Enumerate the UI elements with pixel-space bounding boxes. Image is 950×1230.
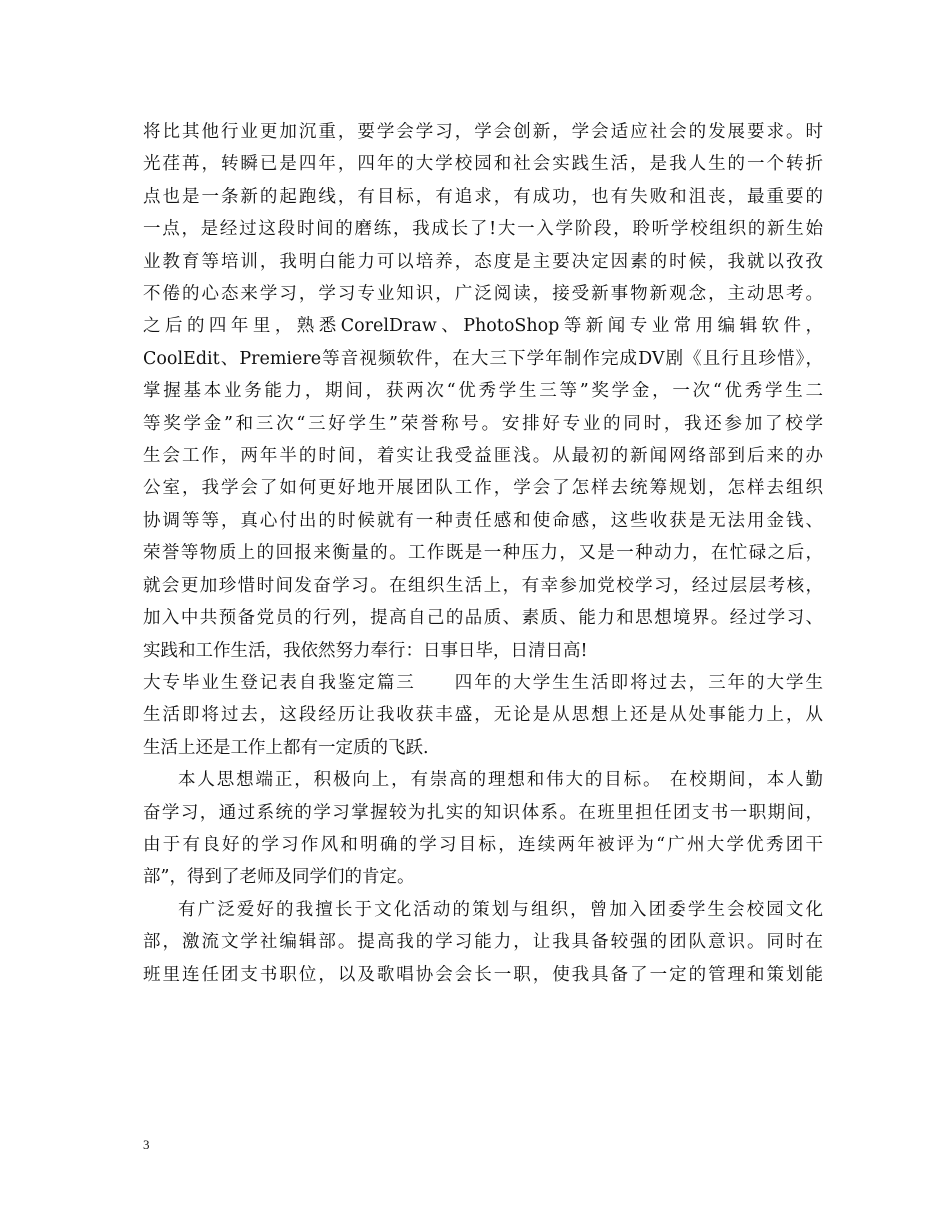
body-text xyxy=(143,116,823,991)
text-line: 部，激流文学社编辑部。提高我的学习能力，让我具备较强的团队意识。同时在 xyxy=(143,932,823,953)
text-line: CoolEdit、Premiere等音视频软件，在大三下学年制作完成DV剧《且行且珍惜》， xyxy=(143,348,823,369)
text-line: 班里连任团支书职位，以及歌唱协会会长一职，使我具备了一定的管理和策划能 xyxy=(143,964,823,985)
text-line: 一点，是经过这段时间的磨练，我成长了!大一入学阶段，聆听学校组织的新生始 xyxy=(143,219,823,240)
text-line: 部”，得到了老师及同学们的肯定。 xyxy=(143,867,415,888)
text-line: 公室，我学会了如何更好地开展团队工作，学会了怎样去统筹规划，怎样去组织 xyxy=(143,478,823,499)
text-line: 本人思想端正，积极向上，有崇高的理想和伟大的目标。 在校期间，本人勤 xyxy=(178,770,823,791)
text-line: 光荏苒，转瞬已是四年，四年的大学校园和社会实践生活，是我人生的一个转折 xyxy=(143,154,823,175)
text-line: 协调等等，真心付出的时候就有一种责任感和使命感，这些收获是无法用金钱、 xyxy=(143,510,823,531)
text-line: 有广泛爱好的我擅长于文化活动的策划与组织，曾加入团委学生会校园文化 xyxy=(178,899,823,920)
text-line: 就会更加珍惜时间发奋学习。在组织生活上，有幸参加党校学习，经过层层考核， xyxy=(143,575,823,596)
text-line: 生会工作，两年半的时间，着实让我受益匪浅。从最初的新闻网络部到后来的办 xyxy=(143,446,823,467)
text-line: 奋学习，通过系统的学习掌握较为扎实的知识体系。在班里担任团支书一职期间， xyxy=(143,802,823,823)
text-line: 业教育等培训，我明白能力可以培养，态度是主要决定因素的时候，我就以孜孜 xyxy=(143,251,823,272)
text-line: 等奖学金”和三次“三好学生”荣誉称号。安排好专业的同时，我还参加了校学 xyxy=(143,413,823,434)
text-line: 荣誉等物质上的回报来衡量的。工作既是一种压力，又是一种动力，在忙碌之后， xyxy=(143,543,823,564)
text-line: 生活上还是工作上都有一定质的飞跃. xyxy=(143,737,429,758)
text-line: 由于有良好的学习作风和明确的学习目标，连续两年被评为“广州大学优秀团干 xyxy=(143,834,823,855)
text-line: 大专毕业生登记表自我鉴定篇三 四年的大学生生活即将过去，三年的大学生 xyxy=(143,672,823,693)
text-line: 之后的四年里，熟悉CorelDraw、PhotoShop等新闻专业常用编辑软件， xyxy=(143,316,823,337)
page-number: 3 xyxy=(143,1137,150,1152)
text-line: 实践和工作生活，我依然努力奉行：日事日毕，日清日高! xyxy=(143,640,588,661)
text-line: 加入中共预备党员的行列，提高自己的品质、素质、能力和思想境界。经过学习、 xyxy=(143,608,823,629)
text-line: 生活即将过去，这段经历让我收获丰盛，无论是从思想上还是从处事能力上，从 xyxy=(143,705,823,726)
text-line: 不倦的心态来学习，学习专业知识，广泛阅读，接受新事物新观念，主动思考。 xyxy=(143,284,823,305)
text-line: 将比其他行业更加沉重，要学会学习，学会创新，学会适应社会的发展要求。时 xyxy=(143,122,823,142)
text-line: 点也是一条新的起跑线，有目标，有追求，有成功，也有失败和沮丧，最重要的 xyxy=(143,186,823,207)
text-line: 掌握基本业务能力，期间，获两次“优秀学生三等”奖学金，一次“优秀学生二 xyxy=(143,381,823,402)
